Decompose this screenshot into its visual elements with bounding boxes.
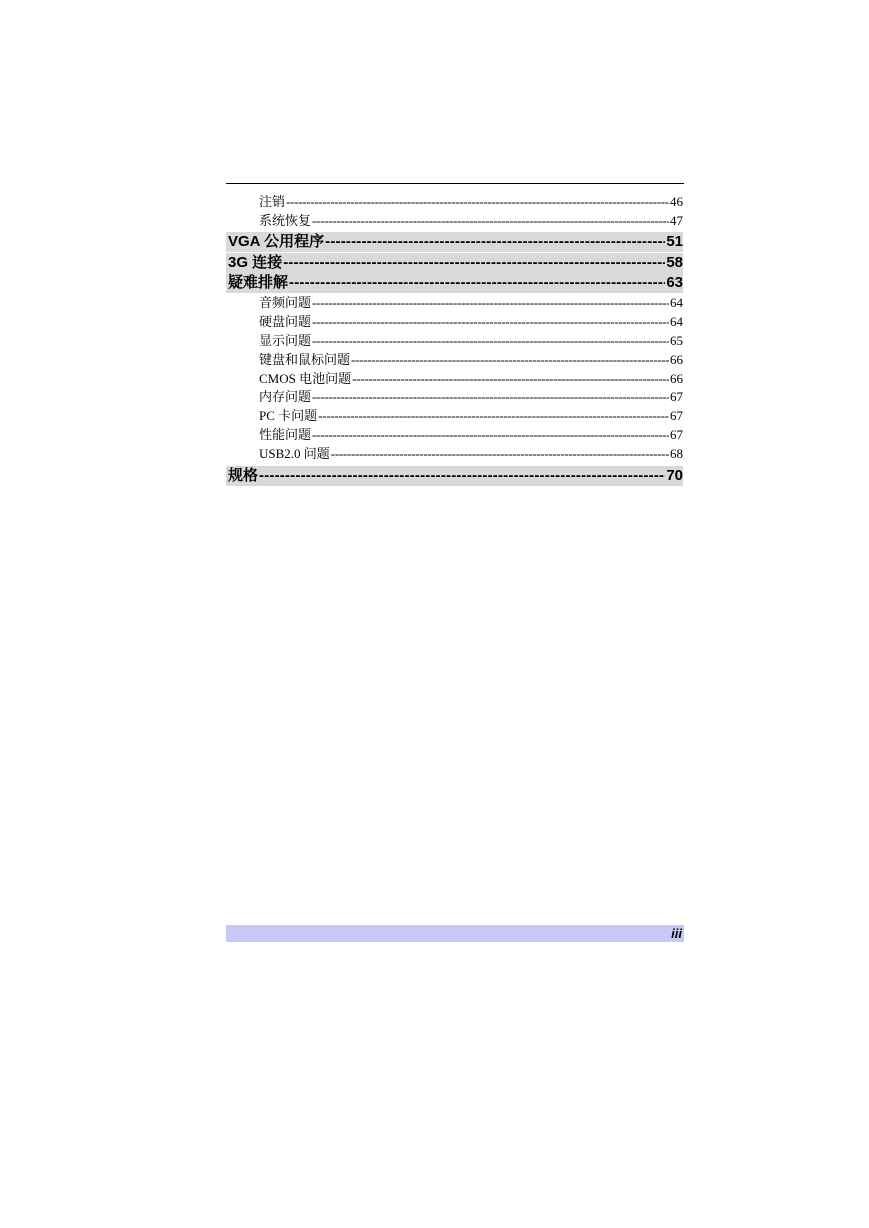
toc-section-troubleshooting[interactable] [226, 273, 683, 293]
page-number: iii [671, 926, 682, 941]
toc-entry-label: 性能问题 [259, 427, 312, 442]
toc-entry-hard-disk-problems[interactable] [226, 313, 683, 331]
toc-leader-dots [331, 445, 669, 463]
toc-section-3g-connection[interactable] [226, 253, 683, 273]
toc-leader-dots [312, 426, 669, 444]
toc-entry-label: 硬盘问题 [259, 314, 312, 329]
toc-entry-page: 67 [670, 389, 683, 404]
toc-entry-label: CMOS 电池问题 [259, 371, 352, 386]
toc-entry-keyboard-mouse-problems[interactable] [226, 351, 683, 369]
toc-entry-usb-problems[interactable] [226, 445, 683, 463]
toc-entry-page: 65 [670, 333, 683, 348]
toc-entry-label: 系统恢复 [259, 213, 312, 228]
toc-entry-logout[interactable] [226, 193, 683, 211]
toc-entry-page: 67 [670, 427, 683, 442]
page-footer [226, 925, 684, 942]
toc-entry-page: 68 [670, 446, 683, 461]
toc-leader-dots [351, 351, 669, 369]
toc-entry-label: USB2.0 问题 [259, 446, 330, 461]
toc-section-page: 51 [666, 233, 683, 250]
toc-entry-audio-problems[interactable] [226, 294, 683, 312]
toc-entry-label: 内存问题 [259, 389, 312, 404]
toc-entry-page: 64 [670, 314, 683, 329]
toc-section-specifications[interactable] [226, 466, 683, 486]
toc-leader-dots [289, 273, 665, 293]
toc-entry-cmos-battery-problems[interactable] [226, 370, 683, 388]
toc-entry-page: 66 [670, 352, 683, 367]
toc-entry-page: 66 [670, 371, 683, 386]
toc-leader-dots [352, 370, 669, 388]
toc-entry-memory-problems[interactable] [226, 388, 683, 406]
toc-leader-dots [312, 294, 669, 312]
toc-leader-dots [286, 193, 669, 211]
header-rule [226, 183, 684, 184]
toc-leader-dots [318, 407, 669, 425]
toc-leader-dots [259, 466, 665, 486]
toc-leader-dots [312, 332, 669, 350]
toc-section-vga-utility[interactable] [226, 232, 683, 252]
toc-entry-label: 键盘和鼠标问题 [259, 352, 351, 367]
toc-entry-page: 46 [670, 194, 683, 209]
toc-section-label: 疑难排解 [228, 274, 289, 291]
toc-entry-system-recovery[interactable] [226, 212, 683, 230]
toc-section-page: 58 [666, 254, 683, 271]
toc-section-label: 规格 [228, 467, 259, 484]
toc-leader-dots [312, 212, 669, 230]
toc-section-page: 63 [666, 274, 683, 291]
toc-entry-performance-problems[interactable] [226, 426, 683, 444]
toc-entry-label: 音频问题 [259, 295, 312, 310]
toc-entry-page: 47 [670, 213, 683, 228]
toc-leader-dots [325, 232, 665, 252]
toc-entry-label: PC 卡问题 [259, 408, 318, 423]
toc-entry-page: 64 [670, 295, 683, 310]
toc-entry-label: 注销 [259, 194, 286, 209]
toc-entry-page: 67 [670, 408, 683, 423]
toc-leader-dots [312, 388, 669, 406]
toc-leader-dots [312, 313, 669, 331]
toc-entry-pc-card-problems[interactable] [226, 407, 683, 425]
toc-leader-dots [283, 253, 665, 273]
toc-section-page: 70 [666, 467, 683, 484]
toc-entry-display-problems[interactable] [226, 332, 683, 350]
toc-section-label: 3G 连接 [228, 254, 283, 271]
toc-entry-label: 显示问题 [259, 333, 312, 348]
toc-section-label: VGA 公用程序 [228, 233, 325, 250]
